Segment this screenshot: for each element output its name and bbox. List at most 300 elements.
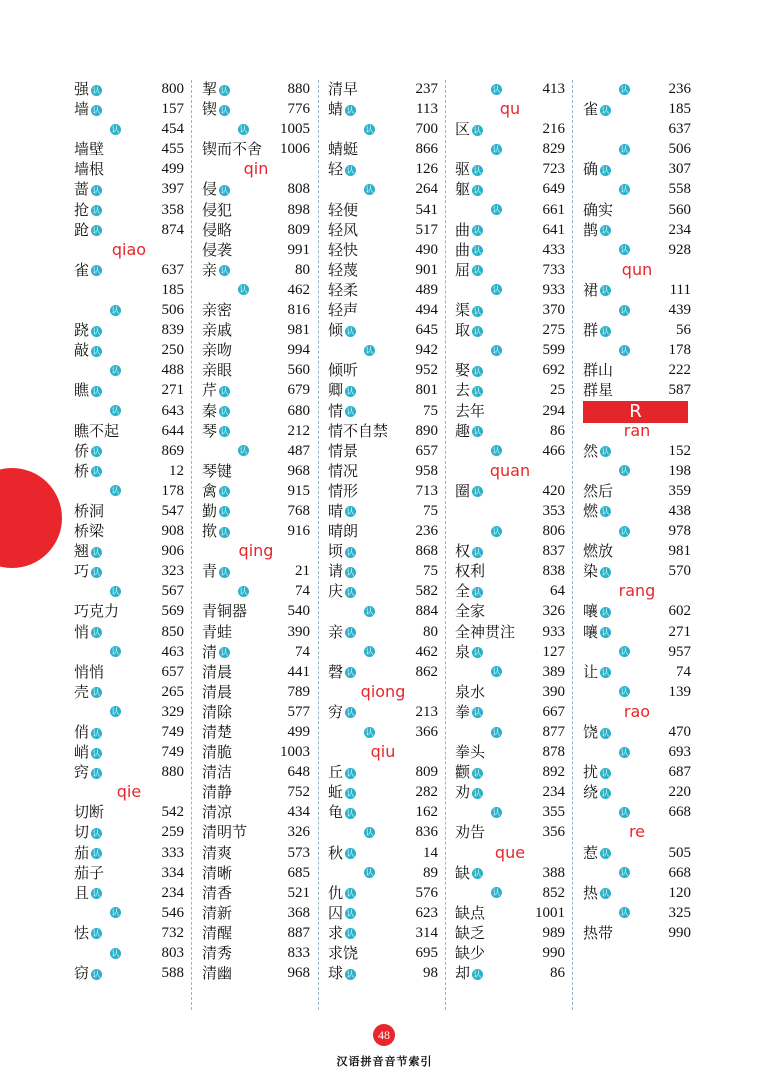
entry-page-number: 990 <box>668 924 691 941</box>
reading-badge-icon: 认 <box>620 868 629 878</box>
entry-page-number: 994 <box>287 342 310 359</box>
index-entry <box>202 360 310 380</box>
entry-page-number: 809 <box>287 221 310 238</box>
entry-word <box>74 340 102 360</box>
entry-word-text: 缺 <box>455 863 471 882</box>
pinyin-heading <box>328 742 438 762</box>
entry-word-text: 悄 <box>74 622 90 641</box>
entry-word <box>455 179 483 199</box>
reading-badge-icon: 认 <box>492 446 501 456</box>
entry-page-number: 521 <box>287 884 310 901</box>
entry-word <box>455 421 483 441</box>
index-entry <box>455 441 565 461</box>
entry-word-text: 缺点 <box>455 903 486 922</box>
entry-page-number: 641 <box>542 221 565 238</box>
pinyin-heading <box>583 702 691 722</box>
reading-badge-icon: 认 <box>92 748 101 758</box>
entry-word <box>202 380 230 400</box>
pinyin-heading <box>455 843 565 863</box>
entry-page-number: 573 <box>287 844 310 861</box>
entry-word-text: 群星 <box>583 381 614 400</box>
reading-badge-icon: 认 <box>620 305 629 315</box>
entry-page-number: 803 <box>161 945 184 962</box>
reading-badge-icon: 认 <box>346 708 355 718</box>
entry-page-number: 323 <box>161 563 184 580</box>
entry-page-number: 237 <box>415 81 438 97</box>
index-entry <box>455 79 565 99</box>
entry-word <box>583 200 613 220</box>
entry-page-number: 806 <box>542 523 565 540</box>
entry-word-text: 情景 <box>328 441 359 460</box>
index-entry <box>455 521 565 541</box>
pinyin-heading-label: qiong <box>360 681 406 701</box>
entry-word <box>455 822 485 842</box>
entry-page-number: 838 <box>542 563 565 580</box>
index-entry <box>328 843 438 863</box>
entry-word-text: 俏 <box>74 723 90 741</box>
reading-badge-icon: 认 <box>220 407 229 416</box>
entry-page-number: 869 <box>161 442 184 459</box>
entry-word-text: 揿 <box>202 522 218 541</box>
entry-word-text: 蜻 <box>328 100 344 119</box>
entry-word <box>202 642 230 662</box>
entry-word-text: 轻柔 <box>328 280 359 299</box>
entry-word <box>202 843 232 863</box>
reading-badge-icon: 认 <box>492 526 501 536</box>
entry-word-text: 亲密 <box>202 301 233 320</box>
reading-badge-icon: 认 <box>346 768 355 778</box>
reading-badge-icon: 认 <box>92 889 101 899</box>
reading-badge-icon: 认 <box>473 366 482 376</box>
pinyin-heading-label: rang <box>618 581 656 601</box>
entry-word <box>328 782 356 802</box>
entry-word <box>328 903 356 923</box>
entry-word-text: 确 <box>583 160 599 179</box>
index-entry <box>583 843 691 863</box>
entry-page-number: 294 <box>542 402 565 419</box>
reading-badge-icon: 认 <box>111 647 120 657</box>
entry-page-number: 438 <box>668 502 691 519</box>
index-entry <box>328 159 438 179</box>
entry-page-number: 569 <box>161 603 184 620</box>
entry-page-number: 587 <box>668 382 691 399</box>
entry-page-number: 752 <box>287 784 310 801</box>
entry-word <box>74 461 102 481</box>
index-column-4 <box>455 79 565 983</box>
entry-page-number: 64 <box>550 583 565 600</box>
entry-word <box>202 682 232 702</box>
index-entry <box>583 220 691 240</box>
entry-page-number: 216 <box>542 121 565 138</box>
entry-page-number: 439 <box>668 302 691 319</box>
entry-word <box>202 923 232 943</box>
entry-page-number: 981 <box>668 543 691 560</box>
reading-badge-icon: 认 <box>220 427 229 437</box>
entry-page-number: 74 <box>295 643 310 660</box>
entry-word <box>202 179 230 199</box>
index-entry <box>328 622 438 642</box>
entry-page-number: 667 <box>542 703 565 720</box>
entry-word <box>202 401 230 421</box>
index-entry <box>328 923 438 943</box>
entry-word <box>202 762 232 782</box>
entry-word <box>455 943 485 963</box>
entry-page-number: 749 <box>161 724 184 740</box>
reading-badge-icon: 认 <box>492 727 501 737</box>
entry-word <box>328 521 358 541</box>
index-entry <box>455 501 565 521</box>
reading-badge-icon: 认 <box>473 648 482 658</box>
entry-page-number: 657 <box>415 442 438 459</box>
reading-badge-icon: 认 <box>111 948 120 958</box>
entry-page-number: 178 <box>161 482 184 499</box>
entry-word <box>583 159 611 179</box>
reading-badge-icon: 认 <box>601 849 610 859</box>
entry-word <box>328 501 356 521</box>
entry-page-number: 185 <box>161 281 184 298</box>
reading-badge-icon: 认 <box>346 567 355 577</box>
entry-word <box>74 923 102 943</box>
entry-page-number: 420 <box>542 482 565 499</box>
entry-page-number: 466 <box>542 442 565 459</box>
reading-badge-icon: 认 <box>346 587 355 597</box>
index-entry <box>583 923 691 943</box>
reading-badge-icon: 认 <box>220 487 229 497</box>
entry-word-text: 顷 <box>328 542 344 561</box>
entry-page-number: 850 <box>161 623 184 640</box>
entry-word-text: 热 <box>583 883 599 902</box>
index-entry <box>583 139 691 159</box>
reading-badge-icon: 认 <box>92 567 101 577</box>
entry-page-number: 455 <box>161 141 184 158</box>
index-entry <box>455 320 565 340</box>
pinyin-heading-label: qing <box>238 541 274 561</box>
entry-word-text: 怯 <box>74 923 90 942</box>
entry-word <box>74 863 104 883</box>
entry-word-text: 峭 <box>74 743 90 762</box>
entry-word <box>328 421 388 441</box>
index-entry <box>74 682 184 702</box>
index-entry <box>202 561 310 581</box>
column-divider <box>318 80 319 1010</box>
index-entry <box>202 722 310 742</box>
entry-page-number: 75 <box>423 563 438 580</box>
entry-word-text: 嚷 <box>583 602 599 621</box>
index-entry <box>583 762 691 782</box>
index-entry <box>328 702 438 722</box>
index-entry <box>328 802 438 822</box>
entry-word-text: 清楚 <box>202 723 233 741</box>
entry-page-number: 560 <box>668 201 691 218</box>
entry-word <box>328 923 356 943</box>
entry-page-number: 463 <box>161 643 184 660</box>
entry-page-number: 800 <box>161 81 184 97</box>
reading-badge-icon: 认 <box>365 827 374 837</box>
entry-page-number: 80 <box>295 261 310 278</box>
entry-page-number: 648 <box>287 764 310 781</box>
entry-word-text: 趣 <box>455 421 471 440</box>
entry-word <box>74 883 102 903</box>
entry-word <box>328 662 356 682</box>
index-entry <box>74 200 184 220</box>
reading-badge-icon: 认 <box>346 849 355 859</box>
entry-page-number: 397 <box>161 181 184 198</box>
index-entry <box>328 340 438 360</box>
entry-word <box>583 380 613 400</box>
entry-word <box>328 280 358 300</box>
reading-badge-icon: 认 <box>220 85 229 95</box>
entry-page-number: 906 <box>161 543 184 560</box>
index-entry <box>583 300 691 320</box>
reading-badge-icon: 认 <box>92 728 101 738</box>
reading-badge-icon: 认 <box>92 688 101 698</box>
index-entry <box>328 822 438 842</box>
entry-page-number: 668 <box>668 804 691 821</box>
entry-page-number: 462 <box>415 643 438 660</box>
reading-badge-icon: 认 <box>365 345 374 355</box>
entry-word <box>202 561 230 581</box>
entry-word-text: 墙 <box>74 100 90 119</box>
entry-page-number: 957 <box>668 643 691 660</box>
index-entry <box>583 601 691 621</box>
entry-word-text: 晴朗 <box>328 522 359 541</box>
entry-page-number: 307 <box>668 161 691 178</box>
entry-word-text: 清晨 <box>202 662 233 681</box>
reading-badge-icon: 认 <box>220 105 229 115</box>
index-entry <box>202 179 310 199</box>
index-entry <box>455 622 565 642</box>
entry-page-number: 499 <box>161 161 184 178</box>
entry-page-number: 413 <box>542 81 565 97</box>
index-column-3 <box>328 79 438 983</box>
index-entry <box>455 923 565 943</box>
index-entry <box>202 280 310 300</box>
reading-badge-icon: 认 <box>601 788 610 798</box>
index-entry <box>202 200 310 220</box>
reading-badge-icon: 认 <box>346 788 355 798</box>
entry-word-text: 驱 <box>455 160 471 179</box>
index-entry <box>74 401 184 421</box>
entry-page-number: 489 <box>415 281 438 298</box>
entry-word-text: 茄 <box>74 843 90 862</box>
index-entry <box>455 782 565 802</box>
entry-page-number: 981 <box>287 322 310 339</box>
entry-word <box>202 622 232 642</box>
index-entry <box>583 501 691 521</box>
entry-word <box>74 380 102 400</box>
entry-word <box>74 802 104 822</box>
index-entry <box>328 521 438 541</box>
entry-page-number: 852 <box>542 884 565 901</box>
entry-page-number: 222 <box>668 362 691 379</box>
entry-word-text: 切断 <box>74 803 105 822</box>
pinyin-heading-label: qiao <box>111 239 147 259</box>
entry-word-text: 拳 <box>455 702 471 721</box>
entry-page-number: 212 <box>287 422 310 439</box>
index-entry <box>74 521 184 541</box>
entry-page-number: 887 <box>287 924 310 941</box>
entry-page-number: 732 <box>161 924 184 941</box>
index-entry <box>583 642 691 662</box>
column-divider <box>445 80 446 1010</box>
entry-word <box>74 843 102 863</box>
entry-word-text: 然后 <box>583 481 614 500</box>
entry-word <box>202 200 232 220</box>
entry-word <box>74 762 102 782</box>
reading-badge-icon: 认 <box>111 586 120 596</box>
index-entry <box>202 601 310 621</box>
entry-page-number: 693 <box>668 744 691 761</box>
index-entry <box>202 822 310 842</box>
reading-badge-icon: 认 <box>346 889 355 899</box>
entry-word-text: 却 <box>455 964 471 983</box>
index-entry <box>202 782 310 802</box>
entry-word <box>202 782 232 802</box>
index-entry <box>455 822 565 842</box>
entry-word <box>328 320 356 340</box>
entry-word-text: 情不自禁 <box>328 421 389 440</box>
entry-word <box>202 963 232 983</box>
pinyin-heading-label: rao <box>623 701 651 721</box>
entry-page-number: 271 <box>161 382 184 399</box>
entry-page-number: 576 <box>415 884 438 901</box>
reading-badge-icon: 认 <box>620 526 629 536</box>
entry-word-text: 拳头 <box>455 743 486 762</box>
entry-word-text: 禽 <box>202 481 218 500</box>
reading-badge-icon: 认 <box>346 969 355 979</box>
entry-word-text: 区 <box>455 120 471 139</box>
reading-badge-icon: 认 <box>473 547 482 557</box>
entry-word <box>202 802 232 822</box>
entry-word-text: 亲吻 <box>202 341 233 360</box>
entry-word-text: 青铜器 <box>202 602 248 621</box>
index-entry <box>583 159 691 179</box>
reading-badge-icon: 认 <box>346 507 355 517</box>
entry-word-text: 琴键 <box>202 461 233 480</box>
index-entry <box>455 159 565 179</box>
index-entry <box>74 622 184 642</box>
entry-word <box>328 461 358 481</box>
entry-page-number: 329 <box>161 703 184 720</box>
entry-page-number: 355 <box>542 804 565 821</box>
index-entry <box>455 240 565 260</box>
index-entry <box>455 179 565 199</box>
entry-page-number: 517 <box>415 221 438 238</box>
entry-page-number: 220 <box>668 784 691 801</box>
entry-page-number: 433 <box>542 241 565 258</box>
entry-word <box>74 521 104 541</box>
entry-word <box>455 300 483 320</box>
reading-badge-icon: 认 <box>220 266 229 276</box>
entry-word-text: 敲 <box>74 341 90 360</box>
index-entry <box>202 581 310 601</box>
entry-page-number: 127 <box>542 643 565 660</box>
index-entry <box>74 601 184 621</box>
entry-page-number: 162 <box>415 804 438 821</box>
index-entry <box>74 360 184 380</box>
index-entry <box>74 220 184 240</box>
pinyin-heading-label: ran <box>623 420 651 440</box>
entry-word-text: 清晰 <box>202 863 233 882</box>
entry-page-number: 271 <box>668 623 691 640</box>
entry-word <box>328 260 358 280</box>
entry-word-text: 球 <box>328 964 344 983</box>
index-entry <box>74 139 184 159</box>
entry-word-text: 清明节 <box>202 823 248 842</box>
entry-word-text: 巧克力 <box>74 602 120 621</box>
entry-page-number: 878 <box>542 744 565 761</box>
entry-word-text: 去 <box>455 381 471 400</box>
entry-word-text: 然 <box>583 441 599 460</box>
entry-page-number: 370 <box>542 302 565 319</box>
reading-badge-icon: 认 <box>220 648 229 658</box>
entry-page-number: 637 <box>668 121 691 138</box>
entry-word <box>455 360 483 380</box>
reading-badge-icon: 认 <box>346 808 355 818</box>
index-entry <box>455 662 565 682</box>
entry-word-text: 情形 <box>328 481 359 500</box>
index-column-2 <box>202 79 310 983</box>
index-entry <box>202 521 310 541</box>
entry-word-text: 让 <box>583 662 599 681</box>
index-column-1 <box>74 79 184 983</box>
index-entry <box>583 622 691 642</box>
entry-word <box>328 240 358 260</box>
index-entry <box>455 903 565 923</box>
entry-word <box>583 99 611 119</box>
reading-badge-icon: 认 <box>92 206 101 216</box>
entry-word <box>455 320 483 340</box>
pinyin-heading <box>74 782 184 802</box>
entry-word-text: 轻快 <box>328 240 359 259</box>
reading-badge-icon: 认 <box>92 969 101 979</box>
entry-word <box>328 441 358 461</box>
index-entry <box>202 762 310 782</box>
entry-page-number: 358 <box>161 201 184 218</box>
index-entry <box>74 441 184 461</box>
entry-word-text: 缺少 <box>455 944 486 963</box>
entry-page-number: 259 <box>161 824 184 841</box>
reading-badge-icon: 认 <box>92 346 101 356</box>
entry-word-text: 强 <box>74 80 90 98</box>
reading-badge-icon: 认 <box>620 84 629 94</box>
entry-word <box>328 481 358 501</box>
entry-page-number: 700 <box>415 121 438 138</box>
entry-page-number: 968 <box>287 965 310 982</box>
entry-page-number: 816 <box>287 302 310 319</box>
entry-word-text: 青 <box>202 562 218 581</box>
entry-word-text: 求 <box>328 923 344 942</box>
entry-page-number: 680 <box>287 402 310 419</box>
reading-badge-icon: 认 <box>92 386 101 396</box>
index-entry <box>455 642 565 662</box>
page-number: 48 <box>373 1024 395 1046</box>
index-entry <box>74 99 184 119</box>
index-entry <box>455 481 565 501</box>
entry-word-text: 染 <box>583 562 599 581</box>
reading-badge-icon: 认 <box>473 386 482 396</box>
index-entry <box>583 682 691 702</box>
index-entry <box>583 883 691 903</box>
reading-badge-icon: 认 <box>620 908 629 918</box>
reading-badge-icon: 认 <box>473 708 482 718</box>
index-entry <box>74 722 184 742</box>
index-entry <box>202 622 310 642</box>
entry-word <box>328 200 358 220</box>
index-entry <box>202 863 310 883</box>
entry-page-number: 462 <box>287 281 310 298</box>
entry-word <box>455 782 483 802</box>
